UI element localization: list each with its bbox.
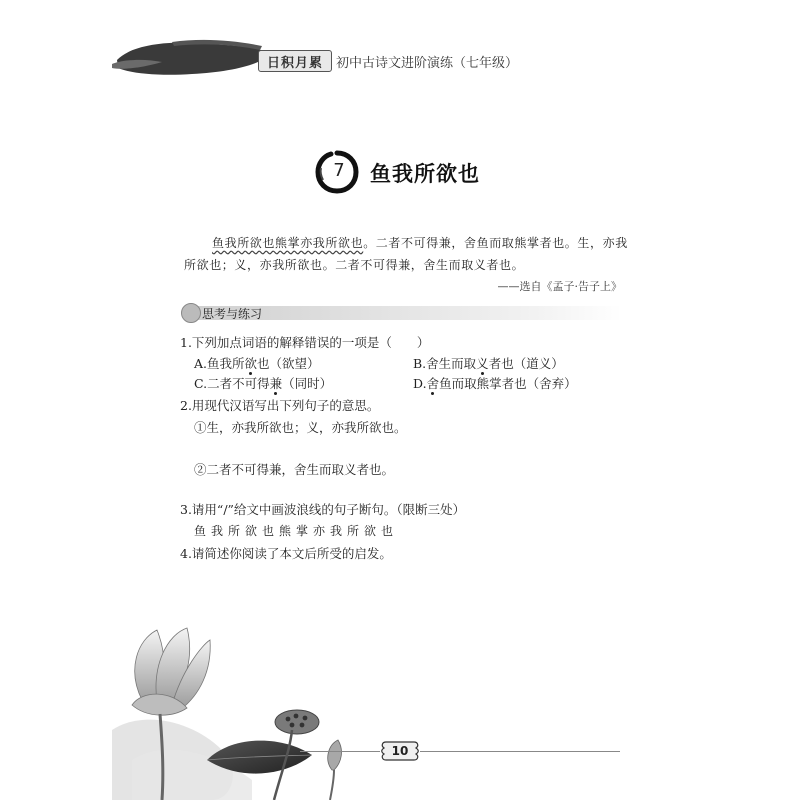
question-1-option-b (413, 354, 564, 372)
option-c-post: （同时） (282, 376, 333, 391)
option-d-pre: D. (413, 376, 427, 391)
section-label: 思考与练习 (202, 307, 263, 321)
option-d-post: 鱼而取熊掌者也（舍弃） (439, 376, 577, 391)
option-c-dotted-word: 兼 (269, 376, 283, 391)
page-number: 10 (391, 744, 409, 758)
header-title: 初中古诗文进阶演练（七年级） (336, 56, 519, 71)
question-1-option-a (194, 354, 320, 372)
wavy-underlined-sentence: 鱼我所欲也熊掌亦我所欲也 (212, 236, 364, 250)
question-2-item-2: ②二者不可得兼，舍生而取义者也。 (194, 462, 395, 477)
lesson-title: 鱼我所欲也 (370, 162, 480, 186)
option-b-pre: B.舍生而取 (413, 356, 477, 371)
passage-source: ——选自《孟子·告子上》 (497, 280, 622, 293)
passage-line-2: 所欲也；义，亦我所欲也。二者不可得兼，舍生而取义者也。 (184, 258, 525, 272)
option-b-dotted-word: 义 (476, 356, 489, 371)
option-a-post: 也（欲望） (257, 356, 320, 371)
footer-rule-right (420, 751, 620, 752)
header-badge: 日积月累 (258, 50, 332, 72)
brush-stroke-decoration (112, 34, 272, 82)
question-3-sentence: 鱼我所欲也熊掌亦我所欲也 (194, 524, 399, 538)
option-a-pre: A.鱼我所 (194, 356, 245, 371)
lotus-illustration (112, 610, 432, 800)
option-d-dotted-word: 舍 (426, 376, 440, 391)
footer-rule-left (300, 751, 380, 752)
option-c-pre: C.二者不可得 (194, 376, 270, 391)
question-2: 2.用现代汉语写出下列句子的意思。 (180, 398, 380, 413)
passage-line-1-rest: 。二者不可得兼，舍鱼而取熊掌者也。生，亦我 (363, 236, 628, 250)
question-4: 4.请简述你阅读了本文后所受的启发。 (180, 546, 392, 561)
question-1-option-c (194, 374, 332, 392)
thinking-icon (181, 303, 201, 323)
option-a-dotted-word: 欲 (244, 356, 258, 371)
question-2-item-1: ①生，亦我所欲也；义，亦我所欲也。 (194, 420, 407, 435)
question-1-option-d (413, 374, 577, 392)
passage-line-1 (212, 234, 628, 251)
question-1: 1.下列加点词语的解释错误的一项是（ ） (180, 335, 430, 350)
lesson-number: 7 (333, 160, 345, 181)
option-b-post: 者也（道义） (488, 356, 564, 371)
question-3: 3.请用“/”给文中画波浪线的句子断句。（限断三处） (180, 502, 466, 517)
